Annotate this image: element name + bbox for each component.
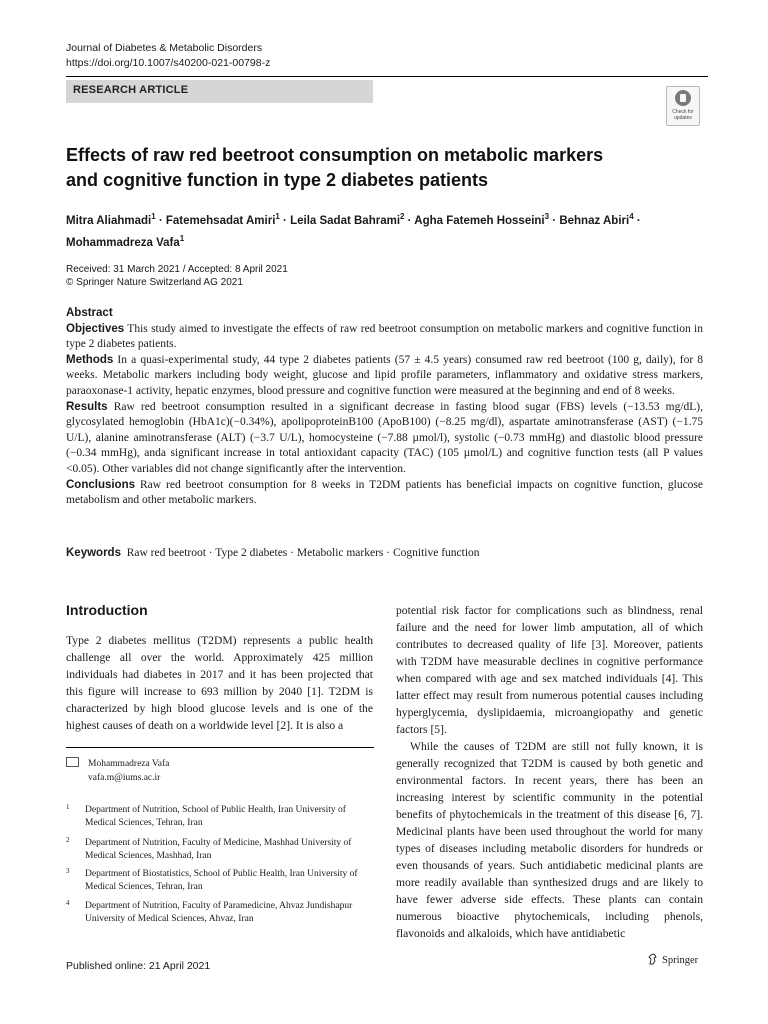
article-dates [66,263,288,289]
conclusions-label: Conclusions [66,478,136,491]
abstract-results [66,400,703,478]
intro-paragraph: Type 2 diabetes mellitus (T2DM) represents a public health challenge all over the world. Approximately 425 million individuals had diabetes in 2017 and it has been projected that this figure will increase to 693 million by 2040 [1]. T2DM is characterized by high blood glucose levels and is one of the highest causes of death on a worldwide level [2]. It is also a [66,634,373,732]
check-updates-text-1: Check for [672,109,694,115]
corresponding-name: Mohammadreza Vafa [88,759,170,769]
article-title [66,143,666,193]
affiliation-text: Department of Biostatistics, School of Public Health, Iran University of Medical Sciences, Tehran, Iran [85,869,358,892]
title-line-2: and cognitive function in type 2 diabetes patients [66,170,489,190]
publisher-name: Springer [662,955,699,966]
intro-column-right [396,602,703,942]
affiliation-number: 3 [66,867,70,875]
results-label: Results [66,400,108,413]
abstract-heading: Abstract [66,307,113,319]
corresponding-email[interactable]: vafa.m@iums.ac.ir [88,773,161,783]
journal-header [66,41,270,71]
title-line-1: Effects of raw red beetroot consumption on metabolic markers [66,145,604,165]
abstract-methods [66,353,703,400]
author-list: Mitra Aliahmadi$^1$ · Fatemehsadat Amiri$^1$ · Leila Sadat Bahrami$^2$ · Agha Fatemeh Hosseini$^3$ · Behnaz Abiri$^4$ · Mohammadreza Vafa$^1$ [66,212,641,249]
intro-paragraph: While the causes of T2DM are still not fully known, it is generally recognized that T2DM is caused by both genetic and environmental factors. In recent years, there has been an increasing interest by scientific community in the potential benefits of phytochemicals in the treatment of this disease [6, 7]. Medicinal plants have been used throughout the world for many types of diseases including metabolic disorders for hundreds or even thousands of years. Such antidiabetic medicinal plants are more readily available than synthesized drugs and are likely to have fewer adverse side effects. These plants can contain numerous bioactive phytochemicals, including phenols, flavonoids and alkaloids, which have antidiabetic [396,740,703,940]
author-aff: 4 [629,212,634,221]
author-aff: 2 [400,212,405,221]
abstract-objectives [66,322,703,353]
keywords-label: Keywords [66,547,121,559]
author[interactable]: Leila Sadat Bahrami [290,214,401,227]
author[interactable]: Behnaz Abiri [559,214,630,227]
conclusions-text: Raw red beetroot consumption for 8 weeks in T2DM patients has beneficial impacts on cognitive function, glucose metabolism and other metabolic markers. [66,478,703,507]
affiliation-text: Department of Nutrition, Faculty of Medicine, Mashhad University of Medical Sciences, Mashhad, Iran [85,838,352,861]
intro-column-left [66,632,373,734]
abstract [66,306,703,509]
copyright: © Springer Nature Switzerland AG 2021 [66,277,243,288]
author-aff: 1 [179,233,185,243]
affiliation-number: 4 [66,899,70,907]
affiliation-number: 2 [66,836,70,844]
affiliation-number: 1 [66,803,70,811]
author[interactable]: Mitra Aliahmadi [66,214,152,227]
header-rule [66,76,708,77]
author[interactable]: Fatemehsadat Amiri [165,214,276,227]
springer-horse-icon [648,953,658,965]
envelope-icon [66,757,79,767]
results-text: Raw red beetroot consumption resulted in a significant decrease in fasting blood sugar (FBS) levels (−13.53 mg/dL), glycosylated hemoglobin (HbA1c)(−0.34%), apolipoproteinB100 (ApoB100) (−8.25 mg/dl), aspartate aminotransferase (AST) (−1.75 U/L), alanine aminotransferase (ALT) (−3.7 U/L), homocysteine (−7.88 µmol/l), systolic (−0.73 mmHg) and diastolic blood pressure (−0.34 mmHg), anda significant increase in total antioxidant capacity (TAC) (105 µmol/L) and cognitive function tests (all P values <0.05). Other variables did not change significantly after the intervention. [66,400,703,475]
section-heading-introduction: Introduction [66,602,148,618]
author-aff: 1 [151,212,156,221]
corresponding-author [66,757,170,783]
objectives-text: This study aimed to investigate the effects of raw red beetroot consumption on metabolic markers and cognitive function in type 2 diabetes patients. [66,322,703,351]
keywords-text: Raw red beetroot · Type 2 diabetes · Metabolic markers · Cognitive function [126,547,480,559]
check-for-updates-badge[interactable] [666,86,700,126]
published-date: Published online: 21 April 2021 [66,960,211,972]
author[interactable]: Mohammadreza Vafa [66,236,180,249]
affiliation-text: Department of Nutrition, School of Public Health, Iran University of Medical Sciences, Tehran, Iran [85,805,346,828]
intro-paragraph: potential risk factor for complications such as blindness, renal failure and the need for lower limb amputation, all of which contributes to decreased quality of life [3]. Moreover, patients with T2DM have measurable declines in cognitive performance when compared with age and sex matched individuals [4]. This latter effect may result from numerous potential causes including hyperglycemia, dyslipidaemia, microangiopathy and genetic factors [5]. [396,604,703,736]
methods-text: In a quasi-experimental study, 44 type 2 diabetes patients (57 ± 4.5 years) consumed raw red beetroot (100 g, daily), for 8 weeks. Metabolic markers including body weight, glucose and lipid profile parameters, inflammatory and oxidative stress markers, paraoxonase-1 activity, hepatic enzymes, blood pressure and cognitive function were measured at the beginning and end of 8 weeks. [66,353,704,397]
author-aff: 3 [544,212,550,221]
received-accepted: Received: 31 March 2021 / Accepted: 8 April 2021 [66,264,288,275]
affiliation-text: Department of Nutrition, Faculty of Paramedicine, Ahvaz Jundishapur University of Medical Sciences, Ahvaz, Iran [85,901,353,924]
article-type-label: RESEARCH ARTICLE [73,84,189,96]
doi-link[interactable]: https://doi.org/10.1007/s40200-021-00798-z [66,57,271,69]
check-updates-text-2: updates [674,115,692,121]
publisher-logo [648,953,698,966]
check-updates-icon [675,90,691,106]
abstract-conclusions [66,478,703,509]
objectives-label: Objectives [66,322,125,335]
keywords [66,546,706,561]
author[interactable]: Agha Fatemeh Hosseini [414,214,545,227]
methods-label: Methods [66,353,114,366]
footnote-rule [66,747,374,748]
article-type-banner [66,80,373,103]
author-aff: 1 [275,212,280,221]
journal-name: Journal of Diabetes & Metabolic Disorders [66,42,263,54]
